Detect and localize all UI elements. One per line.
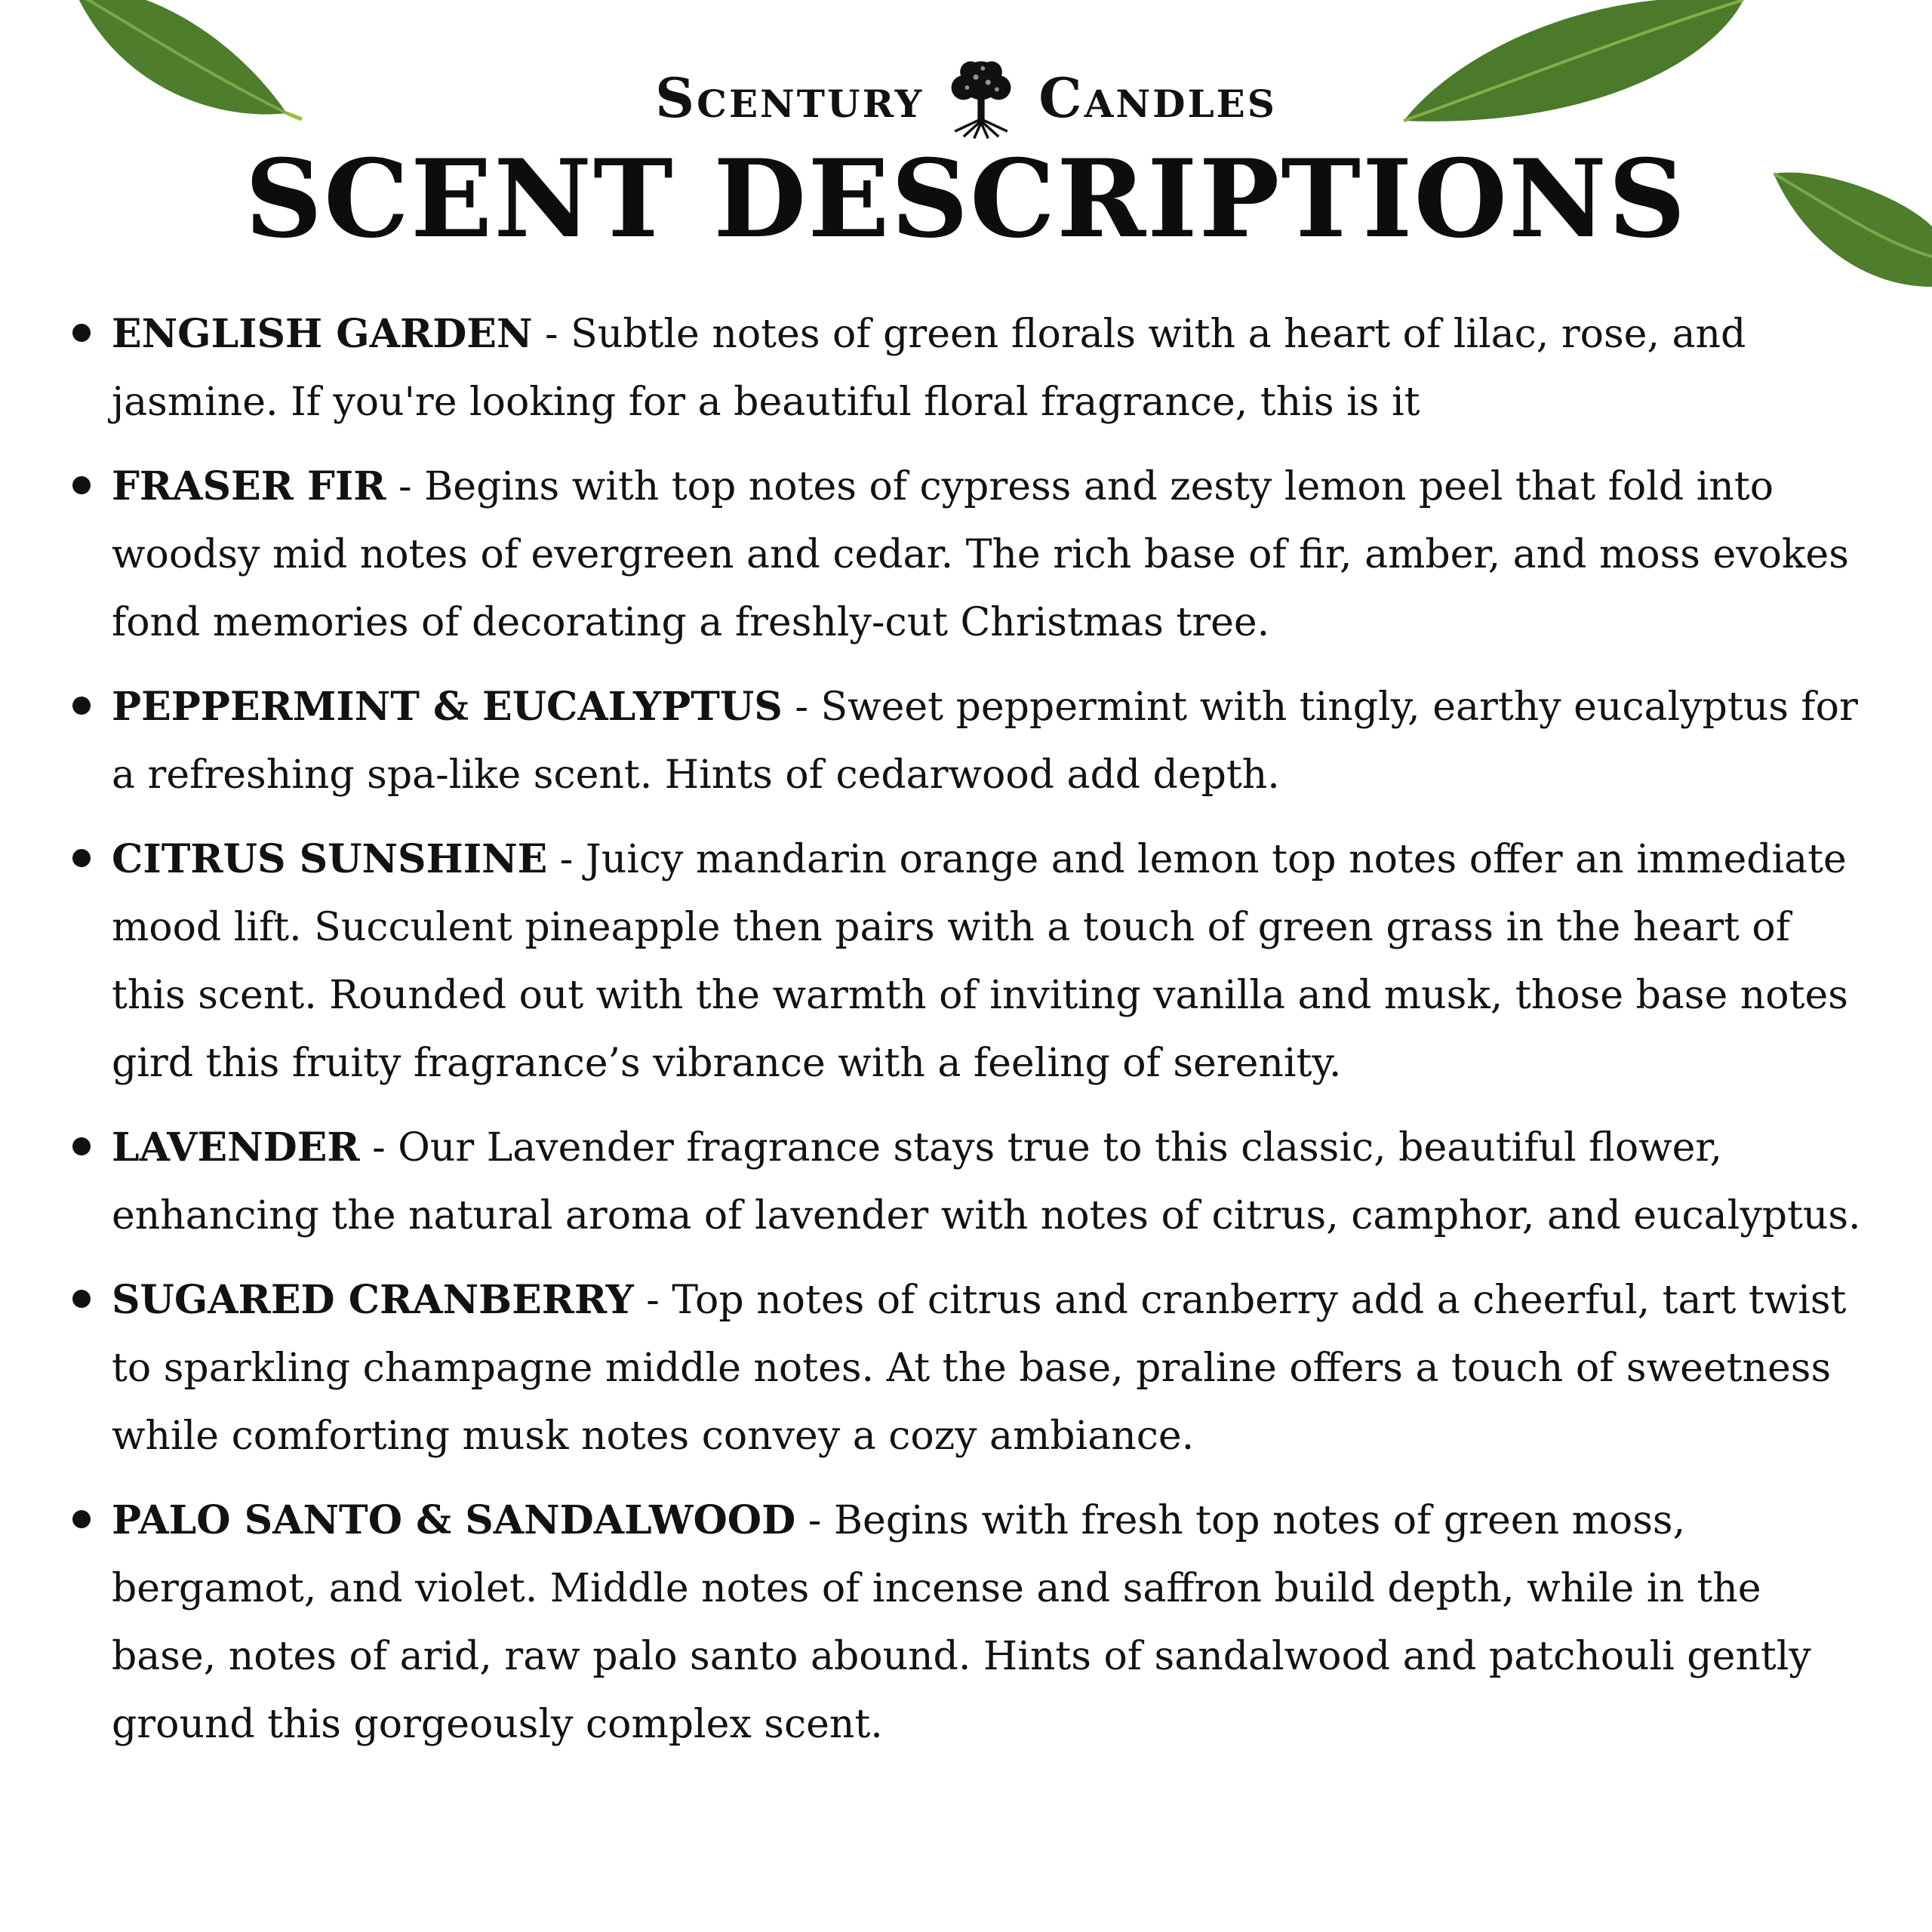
scent-separator: - <box>782 685 821 730</box>
scent-name: PEPPERMINT & EUCALYPTUS <box>112 684 783 730</box>
scent-item <box>0 453 1932 657</box>
scent-item <box>0 1114 1932 1250</box>
bullet-icon <box>72 849 91 867</box>
scent-item <box>0 1487 1932 1758</box>
scent-separator: - <box>633 1278 672 1323</box>
bullet-icon <box>72 697 91 715</box>
brand-name-left: Scentury <box>655 66 924 130</box>
scent-description: Begins with fresh top notes of green moss, bergamot, and violet. Middle notes of incense and saffron build depth, while in the base, notes of arid, raw palo santo abound. Hints of sandalwood and patchouli gently ground this gorgeously complex scent. <box>112 1498 1811 1747</box>
scent-list <box>0 300 1932 1775</box>
bullet-icon <box>72 1290 91 1308</box>
scent-separator: - <box>359 1125 398 1171</box>
tree-of-life-icon <box>937 54 1025 142</box>
scent-name: LAVENDER <box>112 1124 360 1171</box>
bullet-icon <box>72 324 91 342</box>
scent-description: Subtle notes of green florals with a heart of lilac, rose, and jasmine. If you're looking for a beautiful floral fragrance, this is it <box>112 312 1746 425</box>
scent-description: Begins with top notes of cypress and zesty lemon peel that fold into woodsy mid notes of evergreen and cedar. The rich base of fir, amber, and moss evokes fond memories of decorating a freshly-cut Christmas tree. <box>112 464 1849 645</box>
brand-header <box>0 54 1932 142</box>
scent-name: SUGARED CRANBERRY <box>112 1277 634 1323</box>
scent-description: Our Lavender fragrance stays true to this classic, beautiful flower, enhancing the natural aroma of lavender with notes of citrus, camphor, and eucalyptus. <box>112 1125 1861 1238</box>
scent-item <box>0 300 1932 436</box>
scent-name: ENGLISH GARDEN <box>112 311 533 357</box>
scent-item <box>0 1266 1932 1470</box>
bullet-icon <box>72 476 91 494</box>
scent-separator: - <box>547 837 586 882</box>
scent-item <box>0 826 1932 1097</box>
scent-description: Sweet peppermint with tingly, earthy eucalyptus for a refreshing spa-like scent. Hints of cedarwood add depth. <box>112 685 1858 798</box>
page-title: SCENT DESCRIPTIONS <box>245 137 1687 262</box>
scent-description: Juicy mandarin orange and lemon top notes offer an immediate mood lift. Succulent pineapple then pairs with a touch of green grass in the heart of this scent. Rounded out with the warmth of inviting vanilla and musk, those base notes gird this fruity fragrance’s vibrance with a feeling of serenity. <box>112 837 1848 1086</box>
scent-description: Top notes of citrus and cranberry add a cheerful, tart twist to sparkling champagne middle notes. At the base, praline offers a touch of sweetness while comforting musk notes convey a cozy ambiance. <box>112 1278 1847 1459</box>
scent-item <box>0 673 1932 809</box>
scent-name: FRASER FIR <box>112 463 386 509</box>
scent-separator: - <box>386 464 425 509</box>
scent-name: CITRUS SUNSHINE <box>112 836 548 882</box>
brand-name-right: Candles <box>1038 66 1277 130</box>
scent-separator: - <box>795 1498 834 1543</box>
scent-separator: - <box>532 312 571 357</box>
bullet-icon <box>72 1510 91 1528</box>
scent-name: PALO SANTO & SANDALWOOD <box>112 1497 796 1543</box>
bullet-icon <box>72 1137 91 1155</box>
